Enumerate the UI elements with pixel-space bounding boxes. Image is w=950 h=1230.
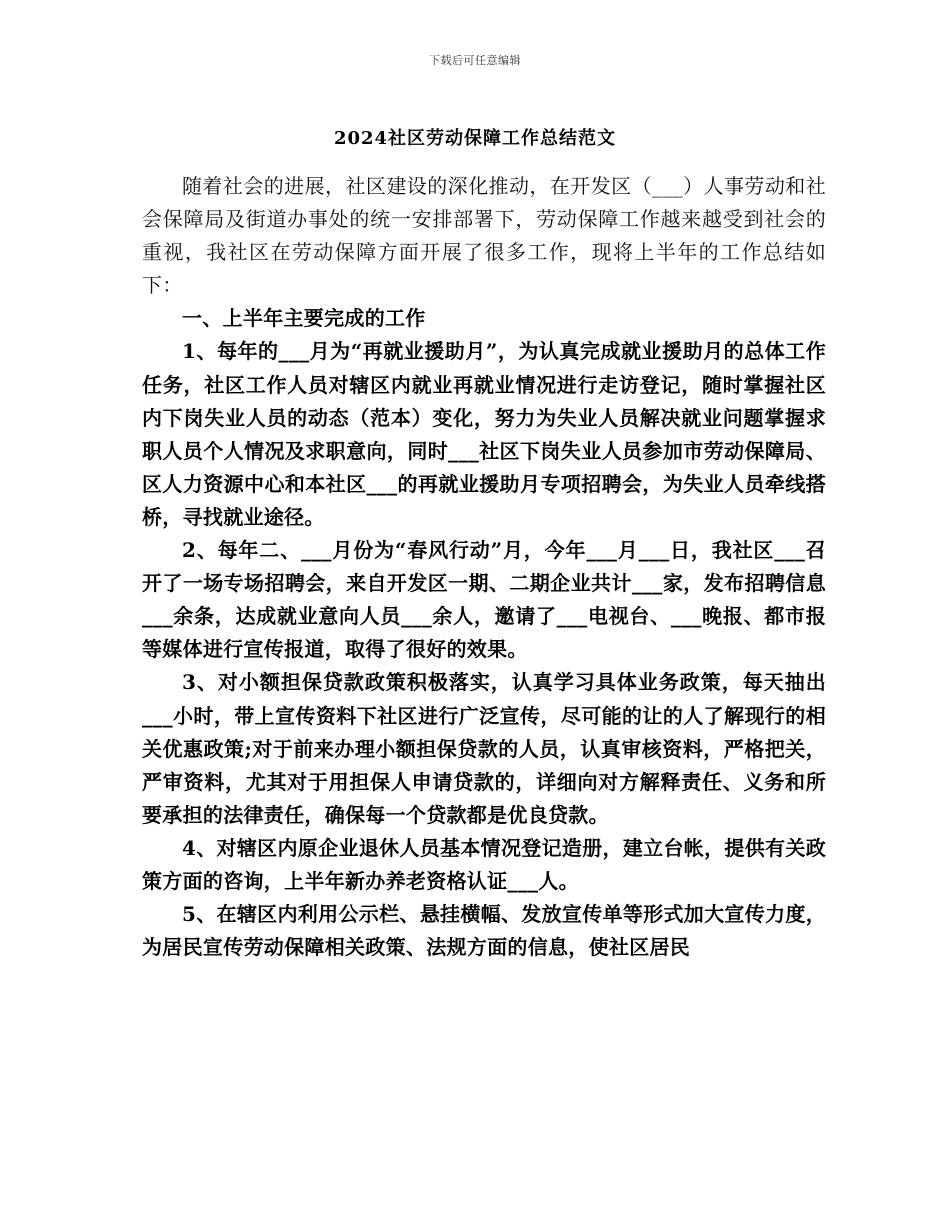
header-note: 下载后可任意编辑 [429, 54, 521, 67]
document-title: 2024社区劳动保障工作总结范文 [333, 128, 617, 149]
paragraph-item-1: 1、每年的___月为“再就业援助月”，为认真完成就业援助月的总体工作任务，社区工作人员对辖区内就业再就业情况进行走访登记，随时掌握社区内下岗失业人员的动态（范本）变化，努力为失业人员解决就业问题掌握求职人员个人情况及求职意向，同时___社区下岗失业人员参加市劳动保障局、区人力资源中心和本社区___的再就业援助月专项招聘会，为失业人员牵线搭桥，寻找就业途径。 [142, 339, 826, 529]
section-heading: 一、上半年主要完成的工作 [182, 306, 426, 331]
paragraph-item-3: 3、对小额担保贷款政策积极落实，认真学习具体业务政策，每天抽出___小时，带上宣传资料下社区进行广泛宣传，尽可能的让的人了解现行的相关优惠政策;对于前来办理小额担保贷款的人员，认真审核资料，严格把关，严审资料，尤其对于用担保人申请贷款的，详细向对方解释责任、义务和所要承担的法律责任，确保每一个贷款都是优良贷款。 [142, 670, 826, 827]
paragraph-item-5: 5、在辖区内利用公示栏、悬挂横幅、发放宣传单等形式加大宣传力度，为居民宣传劳动保障相关政策、法规方面的信息，使社区居民 [142, 902, 826, 960]
paragraph-intro: 随着社会的进展，社区建设的深化推动，在开发区（___）人事劳动和社会保障局及街道办事处的统一安排部署下，劳动保障工作越来越受到社会的重视，我社区在劳动保障方面开展了很多工作，现将上半年的工作总结如下： [142, 174, 826, 298]
paragraph-item-2: 2、每年二、___月份为“春风行动”月，今年___月___日，我社区___召开了一场专场招聘会，来自开发区一期、二期企业共计___家，发布招聘信息___余条，达成就业意向人员___余人，邀请了___电视台、___晚报、都市报等媒体进行宣传报道，取得了很好的效果。 [142, 538, 826, 662]
document-body [142, 170, 826, 964]
paragraph-item-4: 4、对辖区内原企业退休人员基本情况登记造册，建立台帐，提供有关政策方面的咨询，上半年新办养老资格认证___人。 [142, 835, 826, 893]
